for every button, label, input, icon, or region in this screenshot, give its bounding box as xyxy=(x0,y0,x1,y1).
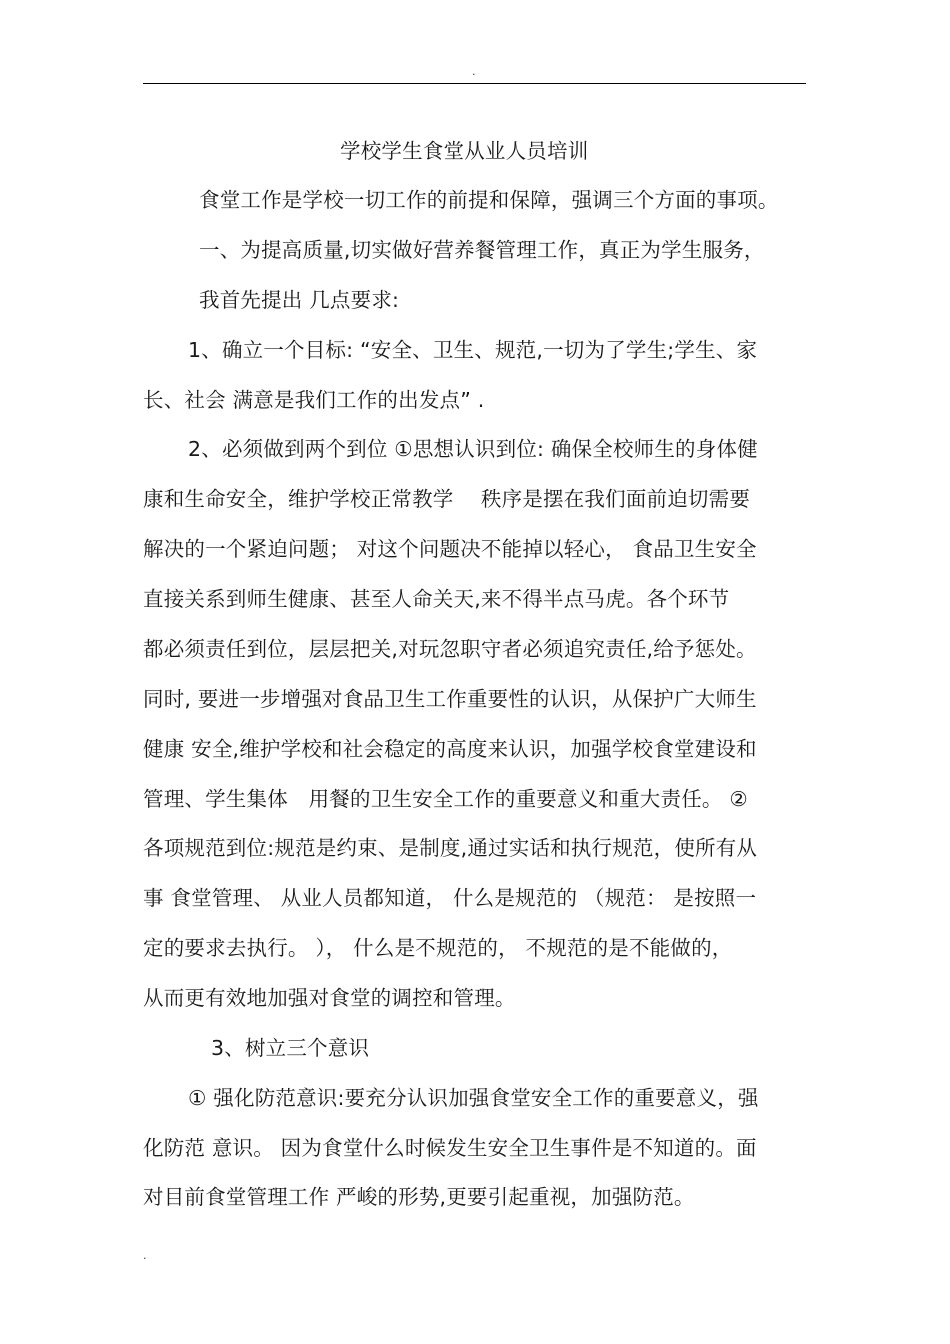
paragraph-line: 都必须责任到位，层层把关,对玩忽职守者必须追究责任,给予惩处。 xyxy=(143,637,757,661)
paragraph-line: 管理、学生集体 用餐的卫生安全工作的重要意义和重大责任。 ② xyxy=(143,787,748,811)
section-heading: 3、树立三个意识 xyxy=(211,1036,370,1060)
paragraph-line: 1、确立一个目标: “安全、卫生、规范,一切为了学生;学生、家 xyxy=(188,338,758,362)
paragraph-line: 康和生命安全，维护学校正常教学 秩序是摆在我们面前迫切需要 xyxy=(143,487,751,511)
header-rule xyxy=(143,83,806,84)
paragraph-line: 我首先提出 几点要求: xyxy=(199,288,400,312)
paragraph-line: 长、社会 满意是我们工作的出发点” . xyxy=(143,388,485,412)
paragraph-line: 事 食堂管理、 从业人员都知道， 什么是规范的 （规范： 是按照一 xyxy=(143,886,757,910)
document-title: 学校学生食堂从业人员培训 xyxy=(340,139,589,163)
paragraph-line: 各项规范到位:规范是约束、是制度,通过实话和执行规范，使所有从 xyxy=(143,836,758,860)
paragraph-line: 2、必须做到两个到位 ①思想认识到位: 确保全校师生的身体健 xyxy=(188,437,758,461)
paragraph-line: 同时, 要进一步增强对食品卫生工作重要性的认识，从保护广大师生 xyxy=(143,687,757,711)
footer-dot: . xyxy=(143,1249,147,1262)
paragraph-line: 食堂工作是学校一切工作的前提和保障，强调三个方面的事项。 xyxy=(199,188,779,212)
paragraph-line: 健康 安全,维护学校和社会稳定的高度来认识，加强学校食堂建设和 xyxy=(143,737,757,761)
paragraph-line: 一、为提高质量,切实做好营养餐管理工作，真正为学生服务， xyxy=(199,238,765,262)
paragraph-line: 定的要求去执行。 ）， 什么是不规范的， 不规范的是不能做的， xyxy=(143,936,733,960)
paragraph-line: ① 强化防范意识:要充分认识加强食堂安全工作的重要意义，强 xyxy=(188,1086,759,1110)
paragraph-line: 直接关系到师生健康、甚至人命关天,来不得半点马虎。各个环节 xyxy=(143,587,730,611)
paragraph-line: 解决的一个紧迫问题； 对这个问题决不能掉以轻心， 食品卫生安全 xyxy=(143,537,757,561)
paragraph-line: 从而更有效地加强对食堂的调控和管理。 xyxy=(143,986,516,1010)
paragraph-line: 对目前食堂管理工作 严峻的形势,更要引起重视，加强防范。 xyxy=(143,1185,695,1209)
paragraph-line: 化防范 意识。 因为食堂什么时候发生安全卫生事件是不知道的。面 xyxy=(143,1136,757,1160)
header-dot: . xyxy=(472,65,476,78)
